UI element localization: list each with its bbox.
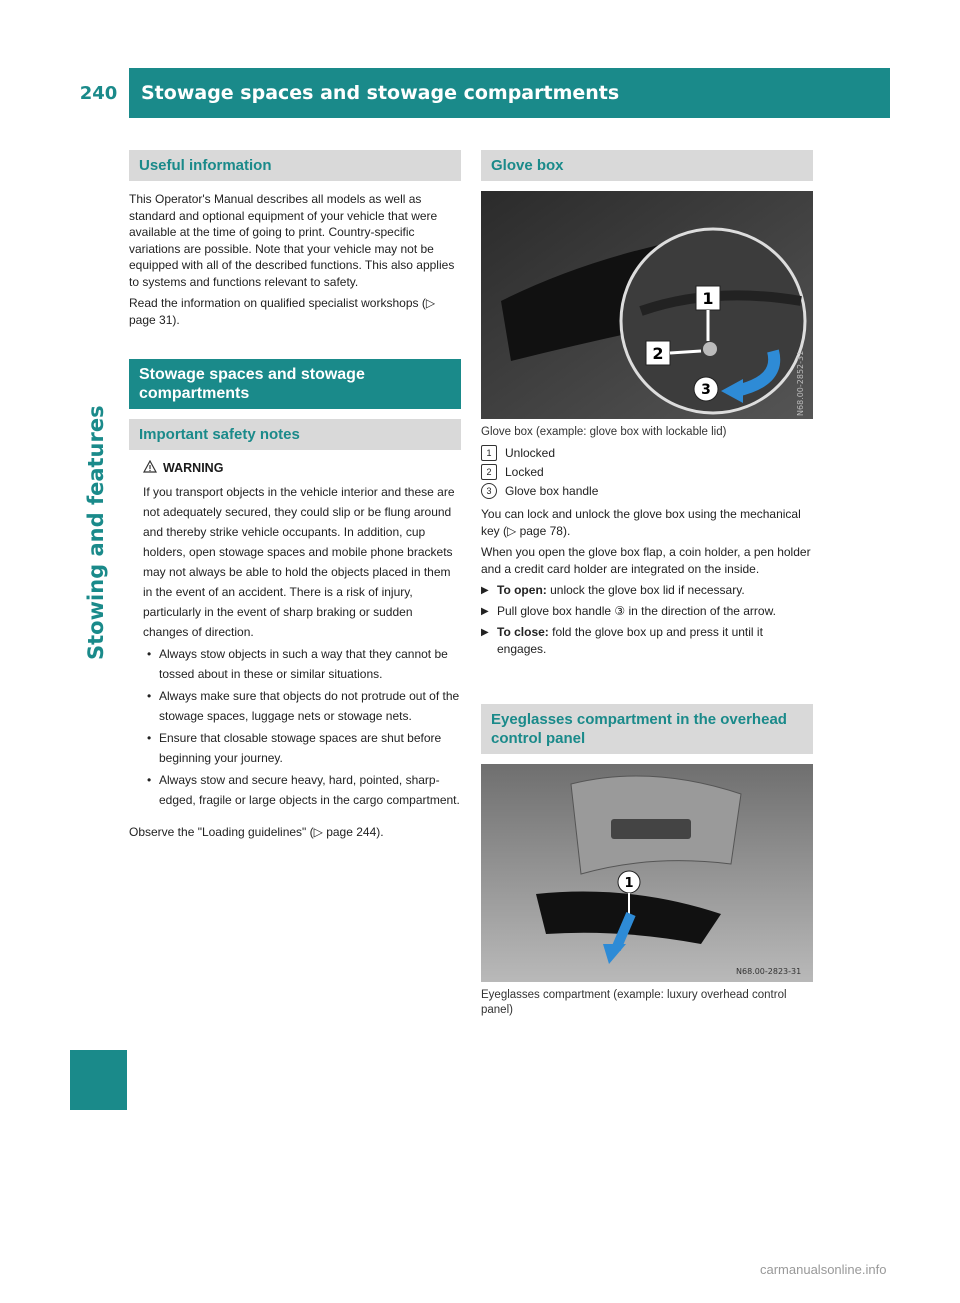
callout-handle bbox=[481, 482, 813, 500]
glove-key-text: You can lock and unlock the glove box using the mechanical key (▷ page 78). bbox=[481, 507, 801, 538]
header-bar bbox=[129, 68, 890, 118]
list-item: • Always make sure that objects do not protrude out of the stowage spaces, luggage nets or stowage nets. bbox=[143, 686, 461, 726]
page-number: 240 bbox=[79, 82, 118, 104]
eyeglasses-illustration bbox=[481, 764, 813, 982]
list-item: • Always stow and secure heavy, hard, pointed, sharp-edged, fragile or large objects in the cargo compartment. bbox=[143, 770, 461, 810]
side-tab-label: Stowing and features bbox=[84, 405, 108, 660]
arrow-right-icon: ▶ bbox=[481, 606, 489, 617]
useful-info-text: This Operator's Manual describes all models as well as standard and optional equipment of your vehicle that were available at the time of going to print. Country-specific variations are possible. Note that your vehicle may not be equipped with all of the described functions. This also applies to systems and functions relevant to safety. bbox=[129, 192, 455, 289]
step-item bbox=[481, 624, 813, 658]
warning-triangle-icon bbox=[143, 460, 157, 476]
stowage-heading: Stowage spaces and stowage compartments bbox=[129, 359, 461, 409]
right-column bbox=[481, 150, 813, 1022]
callout-number: 1 bbox=[481, 445, 497, 461]
side-tab-block bbox=[70, 1050, 127, 1110]
arrow-right-icon: ▶ bbox=[481, 627, 489, 638]
step-text: Pull glove box handle ③ in the direction of the arrow. bbox=[497, 604, 776, 618]
glove-box-caption: Glove box (example: glove box with lockable lid) bbox=[481, 426, 727, 438]
step-text: fold the glove box up and press it until it engages. bbox=[497, 625, 763, 656]
glove-box-photo bbox=[481, 191, 813, 419]
warning-box bbox=[129, 460, 461, 810]
callout-number: 2 bbox=[481, 464, 497, 480]
eyeglasses-image-code: N68.00-2823-31 bbox=[736, 967, 802, 976]
svg-text:3: 3 bbox=[701, 382, 711, 398]
list-item: • Ensure that closable stowage spaces are shut before beginning your journey. bbox=[143, 728, 461, 768]
step-item bbox=[481, 582, 813, 599]
loading-guidelines-text: Observe the "Loading guidelines" (▷ page 244). bbox=[129, 825, 384, 839]
arrow-right-icon: ▶ bbox=[481, 585, 489, 596]
specialist-ref-text: Read the information on qualified specialist workshops (▷ page 31). bbox=[129, 296, 436, 327]
page-number-box bbox=[70, 68, 127, 118]
callout-locked bbox=[481, 463, 813, 481]
warning-text: If you transport objects in the vehicle interior and these are not adequately secured, they could slip or be flung around and thereby strike vehicle occupants. In addition, cup holders, open stowage spaces and mobile phone brackets may not always be able to hold the objects placed in them in the event of an accident. There is a risk of injury, particularly in the event of sharp braking or sudden changes of direction. bbox=[143, 485, 455, 639]
step-text: unlock the glove box lid if necessary. bbox=[546, 583, 745, 597]
callout-number: 3 bbox=[481, 483, 497, 499]
eyeglasses-caption: Eyeglasses compartment (example: luxury overhead control panel) bbox=[481, 989, 787, 1016]
glove-image-code: N68.00-2852-31 bbox=[796, 350, 805, 416]
step-bold: To open: bbox=[497, 583, 547, 597]
glove-holder-text: When you open the glove box flap, a coin holder, a pen holder and a credit card holder are integrated on the inside. bbox=[481, 545, 811, 576]
callout-label: Glove box handle bbox=[505, 484, 599, 498]
callout-label: Unlocked bbox=[505, 446, 556, 460]
eyeglasses-photo bbox=[481, 764, 813, 982]
step-item bbox=[481, 603, 813, 620]
step-bold: To close: bbox=[497, 625, 549, 639]
left-column bbox=[129, 150, 461, 846]
useful-info-heading: Useful information bbox=[129, 150, 461, 181]
list-item: • Always stow objects in such a way that they cannot be tossed about in these or similar situations. bbox=[143, 644, 461, 684]
svg-text:2: 2 bbox=[652, 344, 664, 363]
warning-label: WARNING bbox=[163, 461, 224, 475]
glove-box-heading: Glove box bbox=[481, 150, 813, 181]
glove-box-illustration bbox=[481, 191, 813, 419]
page-title: Stowage spaces and stowage compartments bbox=[141, 82, 620, 104]
safety-heading: Important safety notes bbox=[129, 419, 461, 450]
callout-label: Locked bbox=[505, 465, 544, 479]
callout-unlocked bbox=[481, 444, 813, 462]
svg-text:1: 1 bbox=[624, 876, 634, 891]
footer-site: carmanualsonline.info bbox=[760, 1262, 887, 1277]
eyeglasses-heading: Eyeglasses compartment in the overhead control panel bbox=[481, 704, 813, 754]
warning-title bbox=[143, 460, 461, 476]
svg-text:1: 1 bbox=[702, 289, 714, 308]
